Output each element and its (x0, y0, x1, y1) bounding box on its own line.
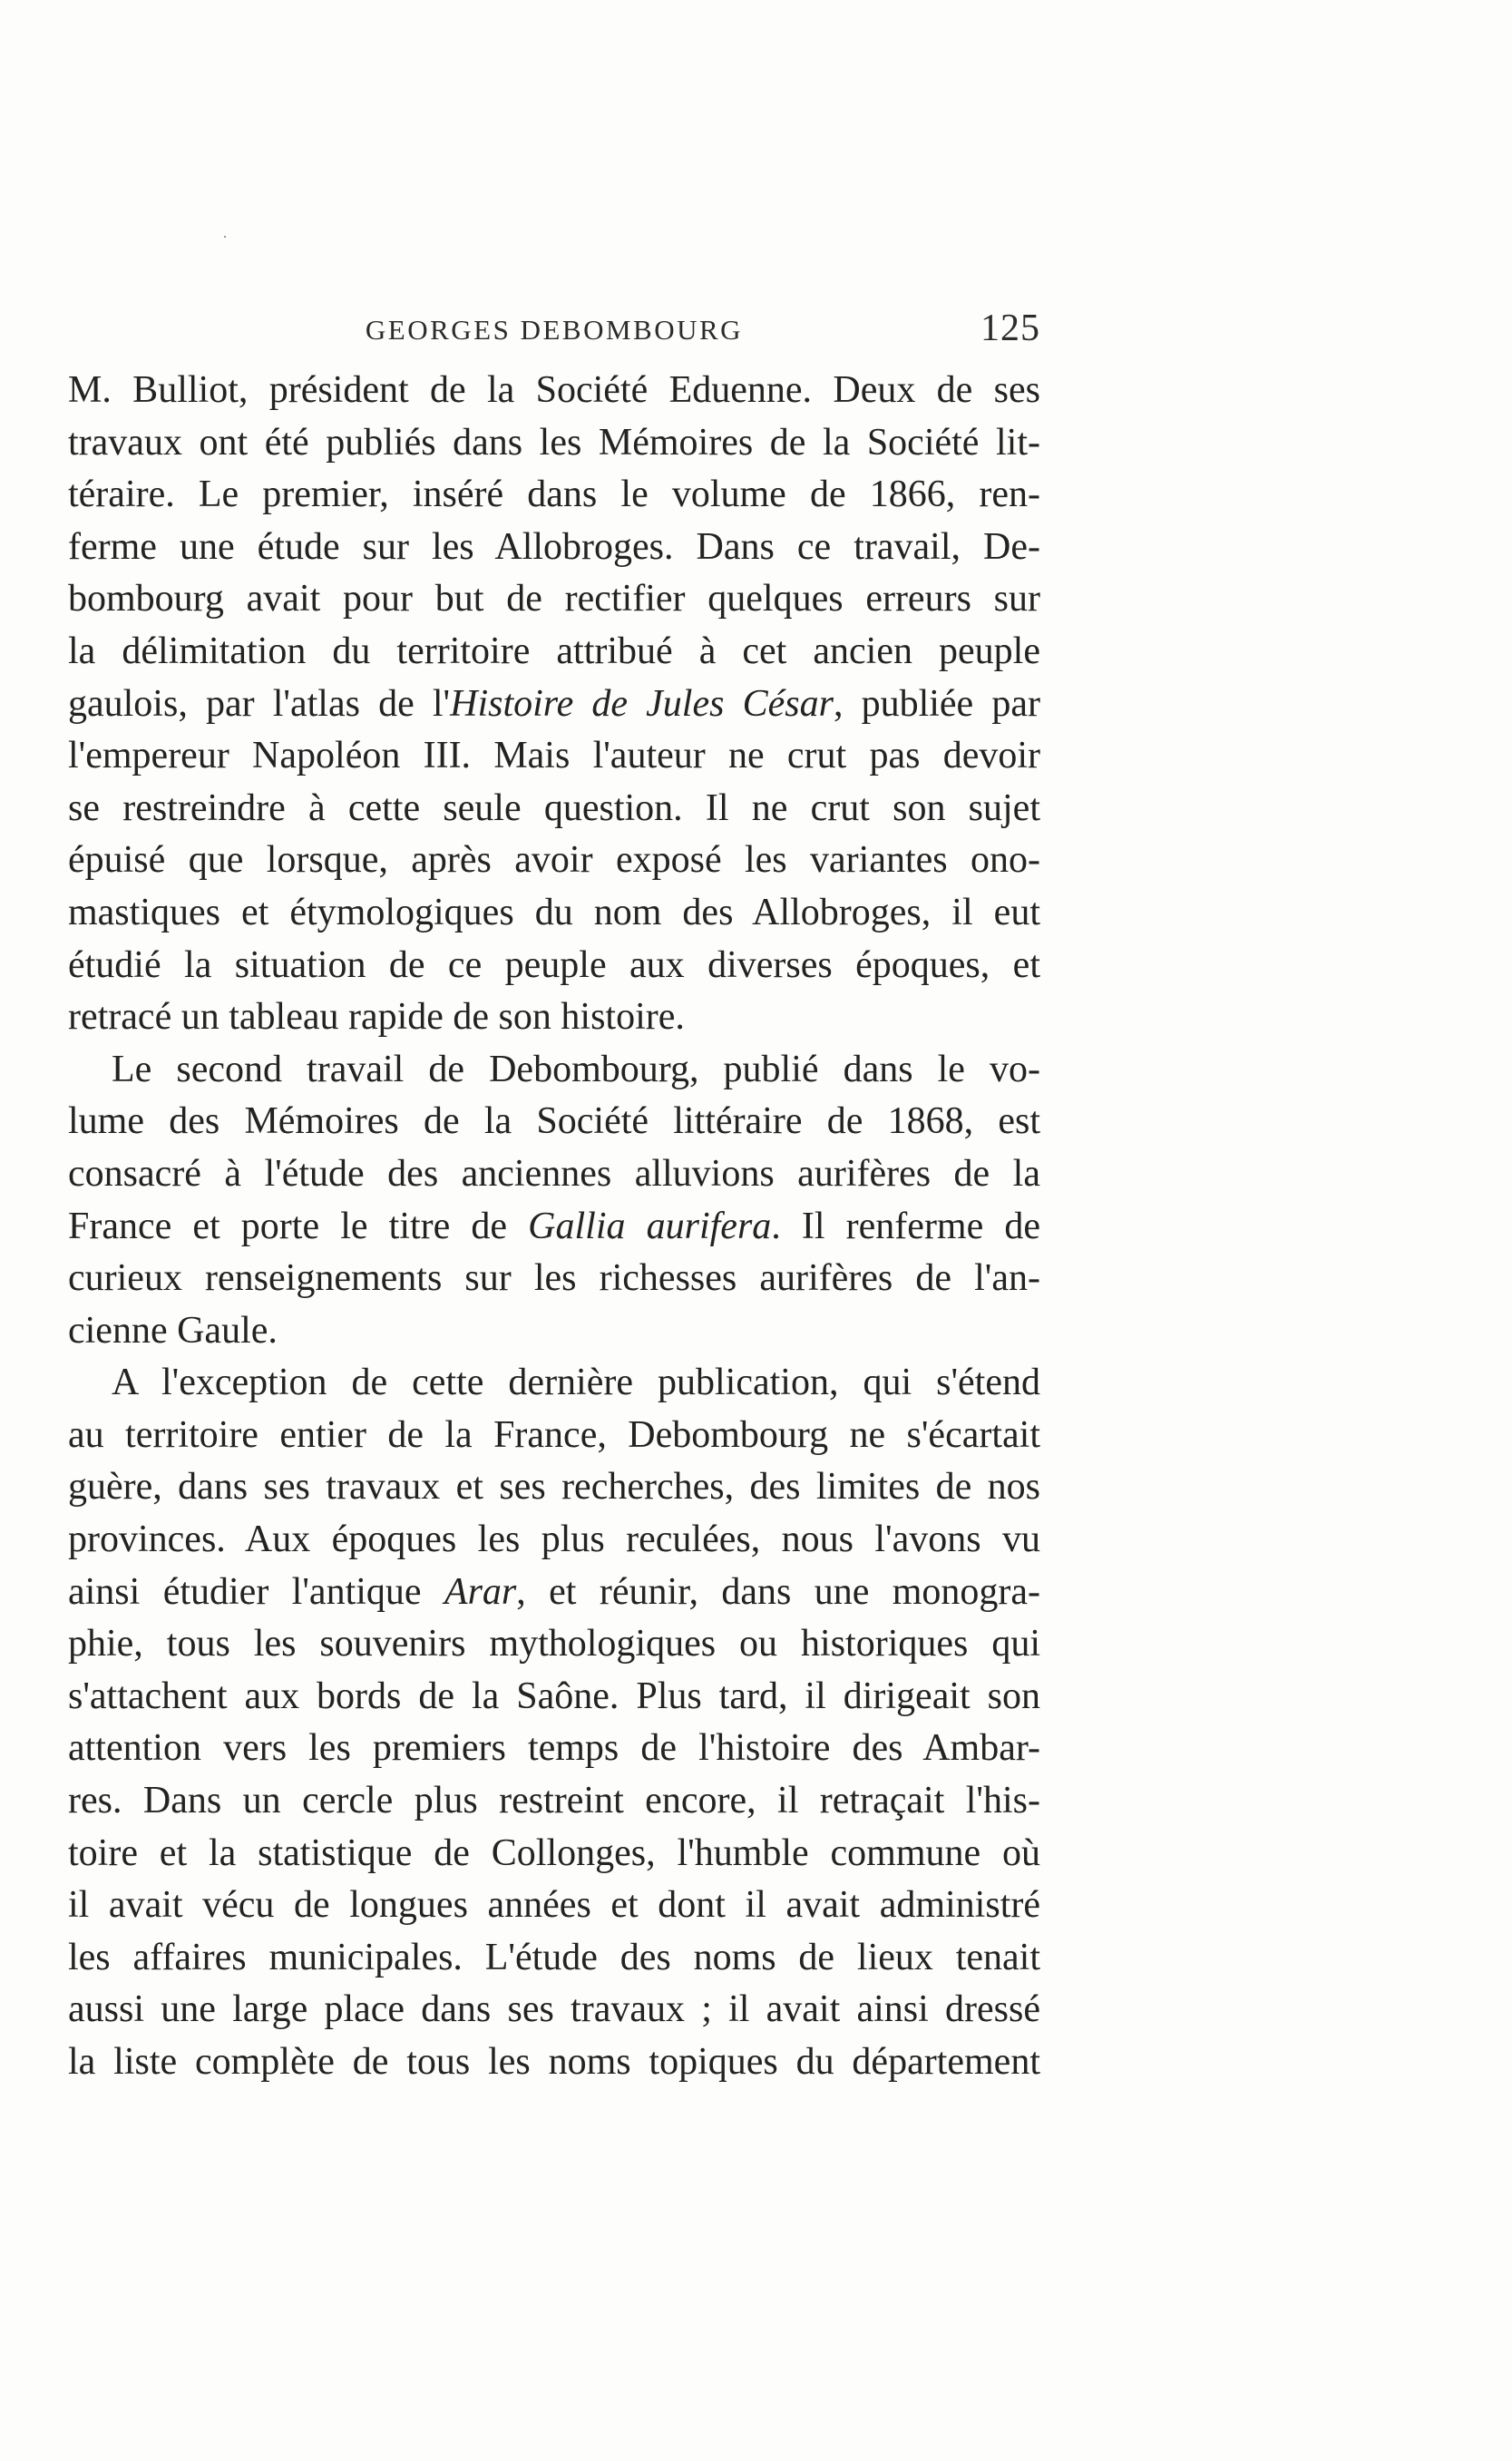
text-line: épuisé que lorsque, après avoir exposé les variantes ono- (68, 839, 1040, 882)
text-line: s'attachent aux bords de la Saône. Plus tard, il dirigeait son (68, 1675, 1040, 1717)
text-line: retracé un tableau rapide de son histoire. (68, 996, 685, 1039)
page-header (68, 307, 1040, 357)
text-line: consacré à l'étude des anciennes alluvions aurifères de la (68, 1152, 1040, 1195)
text-line: téraire. Le premier, inséré dans le volume de 1866, ren- (68, 474, 1040, 516)
text-line: cienne Gaule. (68, 1309, 278, 1352)
text-line: phie, tous les souvenirs mythologiques ou historiques qui (68, 1623, 1040, 1665)
text-line: attention vers les premiers temps de l'histoire des Ambar- (68, 1727, 1040, 1770)
page-number: 125 (980, 308, 1040, 349)
italic-title: Histoire de Jules César (450, 682, 834, 725)
text-line: Le second travail de Debombourg, publié dans le vo- (112, 1048, 1040, 1090)
text-line: lume des Mémoires de la Société littéraire de 1868, est (68, 1100, 1040, 1143)
text-line: il avait vécu de longues années et dont il avait administré (68, 1884, 1040, 1927)
body-text (68, 365, 1040, 2089)
italic-title: Arar (444, 1570, 517, 1613)
text-line: curieux renseignements sur les richesses aurifères de l'an- (68, 1257, 1040, 1300)
text-line: se restreindre à cette seule question. Il ne crut son sujet (68, 786, 1040, 829)
paragraph-3 (68, 1357, 1040, 2088)
text-line: l'empereur Napoléon III. Mais l'auteur ne crut pas devoir (68, 735, 1040, 777)
italic-title: Gallia aurifera (528, 1205, 772, 1247)
text-line: res. Dans un cercle plus restreint encore, il retraçait l'his- (68, 1780, 1040, 1822)
text-line: provinces. Aux époques les plus reculées, nous l'avons vu (68, 1519, 1040, 1561)
text-line: M. Bulliot, président de la Société Eduenne. Deux de ses (68, 369, 1040, 411)
text-line: travaux ont été publiés dans les Mémoires de la Société lit- (68, 421, 1040, 464)
text-line: ainsi étudier l'antique Arar, et réunir, dans une monogra- (68, 1570, 1040, 1613)
text-line: au territoire entier de la France, Debombourg ne s'écartait (68, 1413, 1040, 1456)
paragraph-2 (68, 1044, 1040, 1358)
text-line: A l'exception de cette dernière publication, qui s'étend (112, 1362, 1040, 1404)
text-line: France et porte le titre de Gallia aurifera. Il renferme de (68, 1205, 1040, 1247)
paragraph-1 (68, 365, 1040, 1044)
text-line: bombourg avait pour but de rectifier quelques erreurs sur (68, 578, 1040, 620)
text-line: la liste complète de tous les noms topiques du département (68, 2041, 1040, 2083)
text-line: les affaires municipales. L'étude des noms de lieux tenait (68, 1936, 1040, 1978)
text-line: la délimitation du territoire attribué à cet ancien peuple (68, 630, 1040, 672)
text-line: toire et la statistique de Collonges, l'humble commune où (68, 1831, 1040, 1874)
text-line: étudié la situation de ce peuple aux diverses époques, et (68, 943, 1040, 986)
text-line: ferme une étude sur les Allobroges. Dans ce travail, De- (68, 525, 1040, 568)
text-line: guère, dans ses travaux et ses recherches, des limites de nos (68, 1466, 1040, 1509)
text-line: aussi une large place dans ses travaux ; il avait ainsi dressé (68, 1988, 1040, 2031)
text-line: mastiques et étymologiques du nom des Allobroges, il eut (68, 891, 1040, 933)
text-line: gaulois, par l'atlas de l'Histoire de Jules César, publiée par (68, 682, 1040, 725)
running-head: GEORGES DEBOMBOURG (365, 314, 744, 346)
paper-speck (224, 236, 226, 238)
